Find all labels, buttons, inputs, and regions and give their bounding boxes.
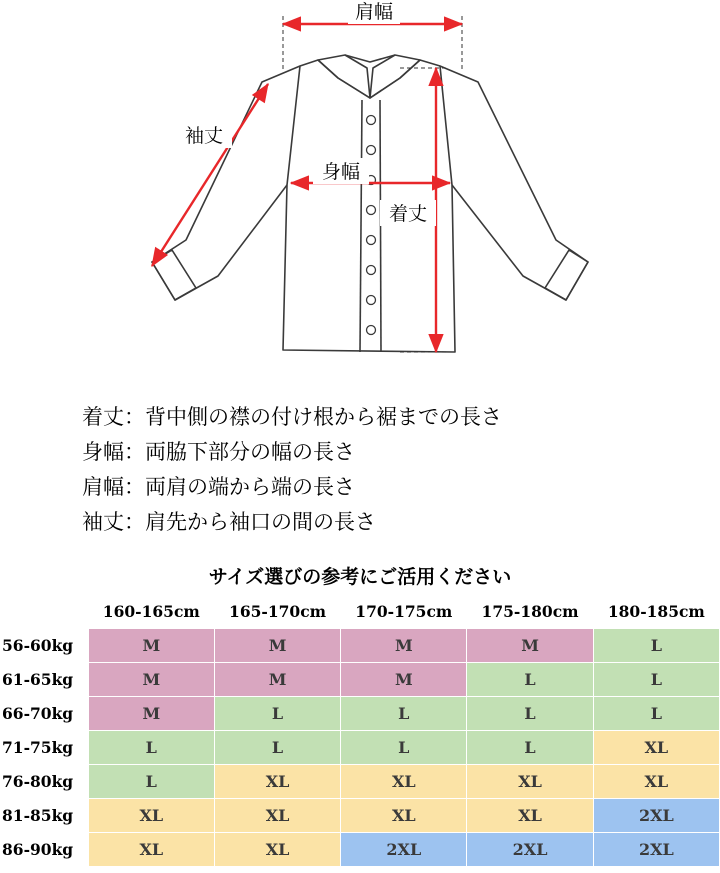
corner-cell bbox=[0, 595, 88, 629]
measurement-labels bbox=[176, 0, 436, 226]
size-cell: L bbox=[467, 697, 593, 731]
size-cell: M bbox=[88, 629, 214, 663]
row-header: 86-90kg bbox=[0, 833, 88, 867]
column-header: 160-165cm bbox=[88, 595, 214, 629]
measurement-arrows bbox=[152, 24, 462, 352]
size-cell: XL bbox=[88, 799, 214, 833]
size-cell: M bbox=[214, 629, 340, 663]
table-row bbox=[0, 663, 720, 697]
size-cell: L bbox=[467, 663, 593, 697]
size-cell: L bbox=[341, 731, 467, 765]
size-cell: XL bbox=[593, 765, 719, 799]
row-header: 56-60kg bbox=[0, 629, 88, 663]
label-body-width: 身幅 bbox=[321, 161, 361, 183]
table-row bbox=[0, 833, 720, 867]
size-cell: M bbox=[214, 663, 340, 697]
size-cell: XL bbox=[88, 833, 214, 867]
size-cell: XL bbox=[593, 731, 719, 765]
column-header: 170-175cm bbox=[341, 595, 467, 629]
size-recommendation-table bbox=[0, 595, 720, 867]
size-cell: L bbox=[593, 629, 719, 663]
size-cell: 2XL bbox=[593, 833, 719, 867]
table-row bbox=[0, 629, 720, 663]
size-cell: L bbox=[88, 765, 214, 799]
description-item: 身幅：両脇下部分の幅の長さ bbox=[82, 440, 355, 464]
size-cell: L bbox=[214, 731, 340, 765]
column-header: 180-185cm bbox=[593, 595, 719, 629]
size-cell: XL bbox=[214, 833, 340, 867]
size-cell: XL bbox=[341, 799, 467, 833]
measurement-descriptions bbox=[82, 400, 720, 540]
table-row bbox=[0, 697, 720, 731]
label-body-length: 着丈 bbox=[388, 203, 428, 225]
shirt-measurement-diagram bbox=[0, 0, 720, 390]
size-cell: L bbox=[467, 731, 593, 765]
size-cell: XL bbox=[341, 765, 467, 799]
table-header-row bbox=[0, 595, 720, 629]
label-sleeve-length: 袖丈 bbox=[184, 125, 224, 147]
description-item: 着丈：背中側の襟の付け根から裾までの長さ bbox=[82, 405, 502, 429]
size-cell: L bbox=[214, 697, 340, 731]
shirt-outline bbox=[152, 55, 588, 352]
description-item: 肩幅：両肩の端から端の長さ bbox=[82, 475, 355, 499]
size-cell: L bbox=[341, 697, 467, 731]
column-header: 165-170cm bbox=[214, 595, 340, 629]
table-row bbox=[0, 799, 720, 833]
size-cell: 2XL bbox=[467, 833, 593, 867]
size-cell: XL bbox=[467, 765, 593, 799]
shirt-buttons bbox=[367, 116, 376, 335]
size-cell: 2XL bbox=[341, 833, 467, 867]
size-cell: XL bbox=[214, 799, 340, 833]
row-header: 61-65kg bbox=[0, 663, 88, 697]
size-cell: M bbox=[341, 663, 467, 697]
size-cell: M bbox=[88, 697, 214, 731]
label-shoulder-width: 肩幅 bbox=[354, 1, 394, 23]
sleeve-length-arrow bbox=[152, 84, 268, 266]
size-cell: M bbox=[467, 629, 593, 663]
size-cell: L bbox=[593, 663, 719, 697]
size-cell: L bbox=[88, 731, 214, 765]
description-item: 袖丈：肩先から袖口の間の長さ bbox=[82, 510, 376, 534]
row-header: 81-85kg bbox=[0, 799, 88, 833]
size-cell: M bbox=[341, 629, 467, 663]
size-cell: XL bbox=[467, 799, 593, 833]
table-row bbox=[0, 731, 720, 765]
row-header: 76-80kg bbox=[0, 765, 88, 799]
table-row bbox=[0, 765, 720, 799]
size-cell: XL bbox=[214, 765, 340, 799]
size-table-title: サイズ選びの参考にご活用ください bbox=[208, 566, 512, 588]
size-cell: L bbox=[593, 697, 719, 731]
column-header: 175-180cm bbox=[467, 595, 593, 629]
size-cell: M bbox=[88, 663, 214, 697]
row-header: 66-70kg bbox=[0, 697, 88, 731]
row-header: 71-75kg bbox=[0, 731, 88, 765]
size-cell: 2XL bbox=[593, 799, 719, 833]
